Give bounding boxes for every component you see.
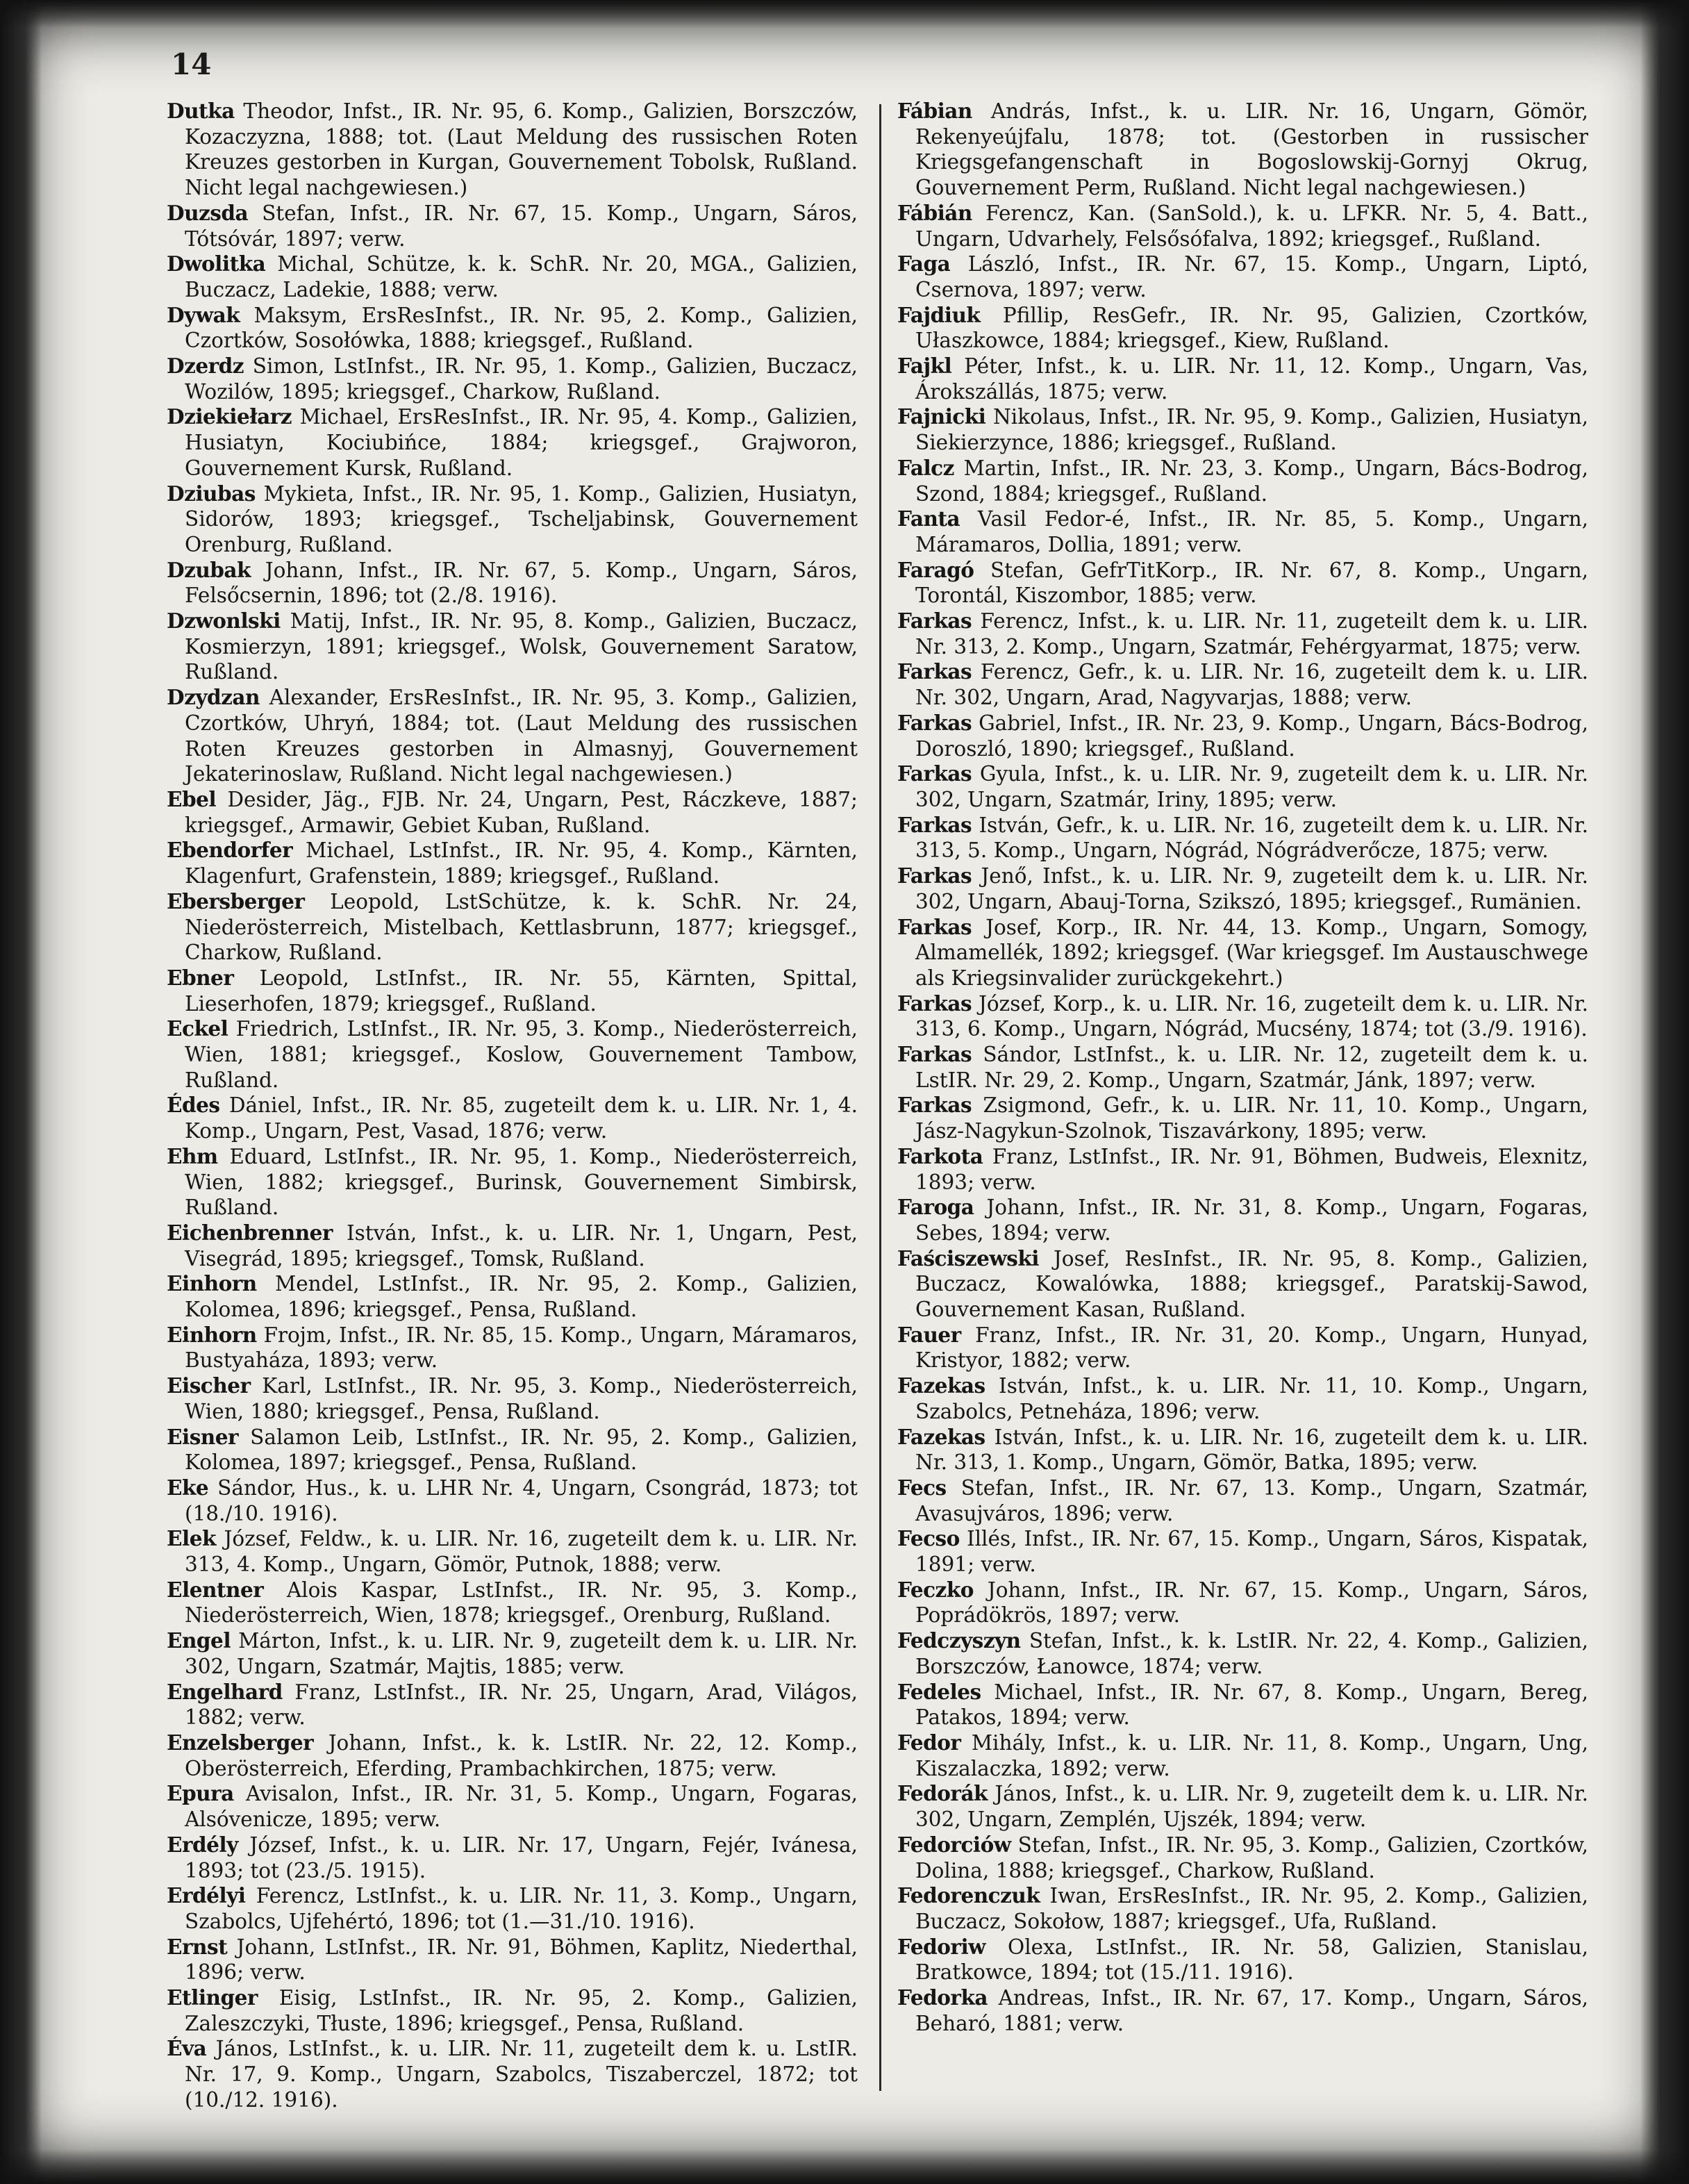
entry-surname: Fazekas [897,1424,985,1449]
entry-surname: Fedczyszyn [897,1628,1021,1653]
list-entry [167,1730,858,1781]
entry-surname: Dzydzan [167,685,260,710]
entry-details: Michael, LstInfst., IR. Nr. 95, 4. Komp., Kärnten, Klagenfurt, Grafenstein, 1889; kriegsgef., Rußland. [185,838,858,888]
entry-details: Zsigmond, Gefr., k. u. LIR. Nr. 11, 10. Komp., Ungarn, Jász-Nagykun-Szolnok, Tiszavárkony, 1895; verw. [915,1093,1588,1143]
entry-details: Leopold, LstSchütze, k. k. SchR. Nr. 24, Niederösterreich, Mistelbach, Kettlasbrunn, 1877; kriegsgef., Charkow, Rußland. [185,889,858,965]
list-entry [167,685,858,787]
list-entry [167,1425,858,1475]
entry-details: Ferencz, Gefr., k. u. LIR. Nr. 16, zugeteilt dem k. u. LIR. Nr. 302, Ungarn, Arad, Nagyvarjas, 1888; verw. [915,660,1588,710]
list-entry [167,1628,858,1679]
list-entry [897,1883,1588,1934]
entry-details: Michael, Infst., IR. Nr. 67, 8. Komp., Ungarn, Bereg, Patakos, 1894; verw. [915,1680,1588,1730]
list-entry [897,1680,1588,1730]
entry-surname: Fábian [897,99,972,123]
entry-details: Friedrich, LstInfst., IR. Nr. 95, 3. Komp., Niederösterreich, Wien, 1881; kriegsgef., Koslow, Gouvernement Tambow, Rußland. [185,1017,858,1092]
list-entry [167,1144,858,1221]
entry-details: Josef, Korp., IR. Nr. 44, 13. Komp., Ungarn, Somogy, Almamellék, 1892; kriegsgef. (War kriegsgef. Im Austauschwege als Kriegsinvalider zurückgekehrt.) [915,915,1588,990]
list-entry [167,1373,858,1424]
list-entry [897,558,1588,609]
entry-surname: Enzelsberger [167,1730,314,1755]
list-entry [897,99,1588,201]
list-entry [897,1373,1588,1424]
list-entry [897,813,1588,863]
entry-surname: Elentner [167,1577,264,1602]
list-entry [897,251,1588,302]
entry-surname: Dywak [167,302,240,327]
list-entry [897,1833,1588,1883]
entry-details: Sándor, Hus., k. u. LHR Nr. 4, Ungarn, Csongrád, 1873; tot (18./10. 1916). [185,1475,858,1525]
list-entry [167,404,858,481]
entry-surname: Ebendorfer [167,838,293,863]
entry-surname: Fedorka [897,1985,988,2010]
scan-edge-top [0,0,1689,28]
list-entry [167,1883,858,1934]
list-entry [897,1781,1588,1832]
entry-surname: Fajdiuk [897,302,981,327]
entry-details: Mykieta, Infst., IR. Nr. 95, 1. Komp., Galizien, Husiatyn, Sidorów, 1893; kriegsgef., Tscheljabinsk, Gouvernement Orenburg, Rußland. [185,481,858,556]
entry-surname: Erdélyi [167,1883,246,1908]
entry-details: Desider, Jäg., FJB. Nr. 24, Ungarn, Pest, Ráczkeve, 1887; kriegsgef., Armawir, Gebiet Kuban, Rußland. [185,787,858,837]
entry-surname: Farkas [897,761,972,786]
entry-details: Mendel, LstInfst., IR. Nr. 95, 2. Komp., Galizien, Kolomea, 1896; kriegsgef., Pensa, Rußland. [185,1272,858,1322]
entry-surname: Farkas [897,710,972,735]
entry-details: Gabriel, Infst., IR. Nr. 23, 9. Komp., Ungarn, Bács-Bodrog, Doroszló, 1890; kriegsgef., Rußland. [915,711,1588,761]
entry-surname: Ernst [167,1934,228,1959]
list-entry [167,1221,858,1271]
entry-details: János, Infst., k. u. LIR. Nr. 9, zugeteilt dem k. u. LIR. Nr. 302, Ungarn, Zemplén, Ujszék, 1894; verw. [915,1782,1588,1832]
entry-details: Márton, Infst., k. u. LIR. Nr. 9, zugeteilt dem k. u. LIR. Nr. 302, Ungarn, Szatmár, Majtis, 1885; verw. [185,1629,858,1678]
entry-surname: Einhorn [167,1322,257,1347]
list-entry [167,1781,858,1832]
list-entry [897,1935,1588,1985]
entry-details: Salamon Leib, LstInfst., IR. Nr. 95, 2. Komp., Galizien, Kolomea, 1897; kriegsgef., Pensa, Rußland. [185,1425,858,1475]
entry-details: Eduard, LstInfst., IR. Nr. 95, 1. Komp., Niederösterreich, Wien, 1882; kriegsgef., Burinsk, Gouvernement Simbirsk, Rußland. [185,1144,858,1220]
list-entry [897,761,1588,812]
entry-surname: Epura [167,1781,234,1806]
entry-details: Stefan, Infst., IR. Nr. 67, 13. Komp., Ungarn, Szatmár, Avasujváros, 1896; verw. [915,1475,1588,1525]
list-entry [897,991,1588,1042]
list-entry [897,711,1588,761]
entry-details: István, Infst., k. u. LIR. Nr. 16, zugeteilt dem k. u. LIR. Nr. 313, 1. Komp., Ungarn, Gömör, Batka, 1895; verw. [915,1425,1588,1475]
list-entry [897,456,1588,506]
list-entry [167,99,858,201]
list-entry [897,1578,1588,1628]
entry-details: Michael, ErsResInfst., IR. Nr. 95, 4. Komp., Galizien, Husiatyn, Kociubińce, 1884; kriegsgef., Grajworon, Gouvernement Kursk, Rußland. [185,405,858,480]
entry-details: Stefan, Infst., k. k. LstIR. Nr. 22, 4. Komp., Galizien, Borszczów, Łanowce, 1874; verw. [915,1629,1588,1678]
entry-details: József, Korp., k. u. LIR. Nr. 16, zugeteilt dem k. u. LIR. Nr. 313, 6. Komp., Ungarn, Nógrád, Mucsény, 1874; tot (3./9. 1916). [915,991,1588,1041]
entry-details: József, Feldw., k. u. LIR. Nr. 16, zugeteilt dem k. u. LIR. Nr. 313, 4. Komp., Ungarn, Gömör, Putnok, 1888; verw. [185,1527,858,1577]
list-entry [167,558,858,609]
entry-surname: Engel [167,1628,231,1653]
entry-surname: Farkas [897,1042,972,1067]
entry-details: Maksym, ErsResInfst., IR. Nr. 95, 2. Komp., Galizien, Czortków, Sosołówka, 1888; kriegsgef., Rußland. [185,303,858,353]
entry-surname: Fanta [897,506,960,531]
entry-details: Pfillip, ResGefr., IR. Nr. 95, Galizien, Czortków, Ułaszkowce, 1884; kriegsgef., Kiew, Rußland. [915,303,1588,353]
entry-details: Dániel, Infst., IR. Nr. 85, zugeteilt dem k. u. LIR. Nr. 1, 4. Komp., Ungarn, Pest, Vasad, 1876; verw. [185,1093,858,1143]
list-entry [897,1195,1588,1246]
list-entry [167,1093,858,1143]
entry-details: Vasil Fedor-é, Infst., IR. Nr. 85, 5. Komp., Ungarn, Máramaros, Dollia, 1891; verw. [915,507,1588,556]
entry-surname: Faragó [897,557,974,582]
list-entry [167,1935,858,1985]
list-entry [167,1475,858,1526]
entry-details: András, Infst., k. u. LIR. Nr. 16, Ungarn, Gömör, Rekenyeújfalu, 1878; tot. (Gestorben in russischer Kriegsgefangenschaft in Bogoslowskij-Gornyj Okrug, Gouvernement Perm, Rußland. Nicht legal nachgewiesen.) [915,99,1588,200]
entry-details: József, Infst., k. u. LIR. Nr. 17, Ungarn, Fejér, Ivánesa, 1893; tot (23./5. 1915). [185,1833,858,1883]
list-entry [167,251,858,302]
entry-surname: Fecs [897,1475,947,1500]
entry-surname: Falcz [897,455,954,480]
entry-details: Sándor, LstInfst., k. u. LIR. Nr. 12, zugeteilt dem k. u. LstIR. Nr. 29, 2. Komp., Ungarn, Szatmár, Jánk, 1897; verw. [915,1043,1588,1092]
entry-details: Simon, LstInfst., IR. Nr. 95, 1. Komp., Galizien, Buczacz, Wozilów, 1895; kriegsgef., Charkow, Rußland. [185,354,858,404]
entry-surname: Dzerdz [167,354,244,379]
entry-surname: Ehm [167,1143,218,1168]
list-entry [167,201,858,251]
entry-details: Stefan, Infst., IR. Nr. 95, 3. Komp., Galizien, Czortków, Dolina, 1888; kriegsgef., Charkow, Rußland. [915,1833,1588,1883]
left-column [167,99,858,2113]
entry-details: László, Infst., IR. Nr. 67, 15. Komp., Ungarn, Liptó, Csernova, 1897; verw. [915,252,1588,301]
page-number: 14 [171,47,212,81]
entry-surname: Feczko [897,1577,974,1602]
list-entry [897,1144,1588,1195]
list-entry [897,354,1588,404]
entry-details: Gyula, Infst., k. u. LIR. Nr. 9, zugeteilt dem k. u. LIR. Nr. 302, Ungarn, Szatmár, Iriny, 1895; verw. [915,762,1588,811]
entry-surname: Etlinger [167,1985,258,2010]
entry-details: Ferencz, LstInfst., k. u. LIR. Nr. 11, 3. Komp., Ungarn, Szabolcs, Ujfehértó, 1896; tot (1.—31./10. 1916). [185,1884,858,1933]
list-entry [167,303,858,354]
entry-surname: Dzubak [167,557,251,582]
entry-details: Eisig, LstInfst., IR. Nr. 95, 2. Komp., Galizien, Zaleszczyki, Tłuste, 1896; kriegsgef., Pensa, Rußland. [185,1986,858,2035]
entry-surname: Farkas [897,609,972,634]
list-entry [897,1475,1588,1526]
entry-surname: Dziekiełarz [167,404,292,429]
entry-details: Matij, Infst., IR. Nr. 95, 8. Komp., Galizien, Buczacz, Kosmierzyn, 1891; kriegsgef., Wolsk, Gouvernement Saratow, Rußland. [185,609,858,684]
entry-surname: Fauer [897,1322,961,1347]
entry-details: István, Infst., k. u. LIR. Nr. 11, 10. Komp., Ungarn, Szabolcs, Petneháza, 1896; verw. [915,1374,1588,1423]
entry-details: Illés, Infst., IR. Nr. 67, 15. Komp., Ungarn, Sáros, Kispatak, 1891; verw. [915,1527,1588,1577]
list-entry [167,1016,858,1093]
entry-surname: Engelhard [167,1679,283,1704]
list-entry [167,1833,858,1883]
entry-surname: Erdély [167,1832,238,1857]
entry-details: Stefan, GefrTitKorp., IR. Nr. 67, 8. Komp., Ungarn, Torontál, Kiszombor, 1885; verw. [915,558,1588,608]
entry-details: Ferencz, Infst., k. u. LIR. Nr. 11, zugeteilt dem k. u. LIR. Nr. 313, 2. Komp., Ungarn, Szatmár, Fehérgyarmat, 1875; verw. [915,609,1588,659]
list-entry [167,1985,858,2036]
entry-details: Andreas, Infst., IR. Nr. 67, 17. Komp., Ungarn, Sáros, Beharó, 1881; verw. [915,1986,1588,2035]
entry-surname: Dziubas [167,481,256,506]
entry-surname: Farkas [897,659,972,684]
entry-details: Leopold, LstInfst., IR. Nr. 55, Kärnten, Spittal, Lieserhofen, 1879; kriegsgef., Rußland. [185,966,858,1016]
entry-surname: Fedoriw [897,1934,986,1959]
entry-surname: Ebner [167,965,234,990]
entry-details: Franz, LstInfst., IR. Nr. 91, Böhmen, Budweis, Elexnitz, 1893; verw. [915,1144,1588,1194]
list-entry [167,787,858,838]
entry-details: Josef, ResInfst., IR. Nr. 95, 8. Komp., Galizien, Buczacz, Kowalówka, 1888; kriegsgef., Paratskij-Sawod, Gouvernement Kasan, Rußland. [915,1246,1588,1322]
list-entry [897,1093,1588,1143]
list-entry [167,889,858,966]
entry-details: Johann, Infst., IR. Nr. 31, 8. Komp., Ungarn, Fogaras, Sebes, 1894; verw. [915,1196,1588,1245]
entry-details: Jenő, Infst., k. u. LIR. Nr. 9, zugeteilt dem k. u. LIR. Nr. 302, Ungarn, Abauj-Torna, Szikszó, 1895; kriegsgef., Rumänien. [915,864,1588,913]
list-entry [897,1985,1588,2036]
scan-edge-bottom [0,2149,1689,2184]
list-entry [897,303,1588,354]
entry-details: Stefan, Infst., IR. Nr. 67, 15. Komp., Ungarn, Sáros, Tótsóvár, 1897; verw. [185,201,858,251]
entry-surname: Farkas [897,914,972,939]
list-entry [897,1730,1588,1781]
list-entry [897,1246,1588,1323]
entry-surname: Fedeles [897,1679,981,1704]
list-entry [167,1526,858,1577]
list-entry [897,1042,1588,1093]
entry-surname: Fedorciów [897,1832,1011,1857]
entry-details: Franz, Infst., IR. Nr. 31, 20. Komp., Ungarn, Hunyad, Kristyor, 1882; verw. [915,1323,1588,1373]
entry-details: István, Gefr., k. u. LIR. Nr. 16, zugeteilt dem k. u. LIR. Nr. 313, 5. Komp., Ungarn, Nógrád, Nógrádverőcze, 1875; verw. [915,813,1588,863]
list-entry [897,659,1588,710]
entry-surname: Farkas [897,863,972,888]
list-entry [167,354,858,404]
entry-surname: Eke [167,1475,209,1500]
entry-surname: Dwolitka [167,251,266,276]
entry-surname: Édes [167,1093,220,1118]
entry-details: István, Infst., k. u. LIR. Nr. 1, Ungarn, Pest, Visegrád, 1895; kriegsgef., Tomsk, Rußland. [185,1221,858,1271]
entry-surname: Einhorn [167,1271,257,1296]
entry-details: Martin, Infst., IR. Nr. 23, 3. Komp., Ungarn, Bács-Bodrog, Szond, 1884; kriegsgef., Rußland. [915,456,1588,506]
entry-details: Iwan, ErsResInfst., IR. Nr. 95, 2. Komp., Galizien, Buczacz, Sokołow, 1887; kriegsgef., Ufa, Rußland. [915,1884,1588,1933]
entry-details: Mihály, Infst., k. u. LIR. Nr. 11, 8. Komp., Ungarn, Ung, Kiszalaczka, 1892; verw. [915,1731,1588,1780]
entry-details: Ferencz, Kan. (SanSold.), k. u. LFKR. Nr. 5, 4. Batt., Ungarn, Udvarhely, Felsősófalva, 1892; kriegsgef., Rußland. [915,201,1588,251]
list-entry [897,404,1588,455]
list-entry [167,1323,858,1373]
list-entry [897,506,1588,557]
entry-details: Johann, Infst., IR. Nr. 67, 15. Komp., Ungarn, Sáros, Poprádökrös, 1897; verw. [915,1578,1588,1628]
entry-surname: Ebersberger [167,888,305,913]
entry-surname: Fecso [897,1526,960,1551]
entry-surname: Elek [167,1526,216,1551]
entry-details: Alexander, ErsResInfst., IR. Nr. 95, 3. Komp., Galizien, Czortków, Uhryń, 1884; tot. (Laut Meldung des russischen Roten Kreuzes gestorben in Almasnyj, Gouvernement Jekaterinoslaw, Rußland. Nicht legal nachgewiesen.) [185,686,858,786]
entry-details: Alois Kaspar, LstInfst., IR. Nr. 95, 3. Komp., Niederösterreich, Wien, 1878; kriegsgef., Orenburg, Rußland. [185,1578,858,1628]
entry-details: Avisalon, Infst., IR. Nr. 31, 5. Komp., Ungarn, Fogaras, Alsóvenicze, 1895; verw. [185,1782,858,1832]
entry-surname: Eichenbrenner [167,1220,333,1245]
right-column [897,99,1588,2036]
list-entry [167,481,858,558]
entry-details: Frojm, Infst., IR. Nr. 85, 15. Komp., Ungarn, Máramaros, Bustyaháza, 1893; verw. [185,1323,858,1373]
list-entry [167,1271,858,1322]
list-entry [897,1425,1588,1475]
entry-details: Franz, LstInfst., IR. Nr. 25, Ungarn, Arad, Világos, 1882; verw. [185,1680,858,1730]
list-entry [897,1526,1588,1577]
list-entry [167,838,858,888]
entry-details: Olexa, LstInfst., IR. Nr. 58, Galizien, Stanislau, Bratkowce, 1894; tot (15./11. 1916). [915,1935,1588,1985]
entry-details: Nikolaus, Infst., IR. Nr. 95, 9. Komp., Galizien, Husiatyn, Siekierzynce, 1886; kriegsgef., Rußland. [915,405,1588,455]
entry-surname: Eckel [167,1016,228,1041]
entry-surname: Éva [167,2036,207,2061]
entry-surname: Farkas [897,1093,972,1118]
list-entry [897,609,1588,659]
entry-surname: Fazekas [897,1373,985,1398]
entry-surname: Farkas [897,812,972,837]
entry-surname: Faga [897,251,951,276]
entry-surname: Fedor [897,1730,961,1755]
entry-surname: Farkas [897,991,972,1016]
column-divider [879,104,881,2091]
list-entry [167,2036,858,2112]
list-entry [167,1578,858,1628]
entry-details: Karl, LstInfst., IR. Nr. 95, 3. Komp., Niederösterreich, Wien, 1880; kriegsgef., Pensa, Rußland. [185,1374,858,1423]
entry-details: János, LstInfst., k. u. LIR. Nr. 11, zugeteilt dem k. u. LstIR. Nr. 17, 9. Komp., Ungarn, Szabolcs, Tiszaberczel, 1872; tot (10./12. 1916). [185,2037,858,2112]
entry-surname: Fábián [897,200,972,225]
list-entry [167,609,858,685]
list-entry [167,1680,858,1730]
entry-surname: Farkota [897,1143,983,1168]
list-entry [897,1628,1588,1679]
entry-surname: Dutka [167,99,235,123]
entry-surname: Eischer [167,1373,251,1398]
scan-edge-right [1640,0,1689,2184]
entry-surname: Faroga [897,1195,974,1220]
entry-details: Péter, Infst., k. u. LIR. Nr. 11, 12. Komp., Ungarn, Vas, Árokszállás, 1875; verw. [915,354,1588,404]
entry-surname: Dzwonlski [167,609,281,634]
entry-details: Michal, Schütze, k. k. SchR. Nr. 20, MGA., Galizien, Buczacz, Ladekie, 1888; verw. [185,252,858,301]
entry-surname: Fedorenczuk [897,1883,1040,1908]
list-entry [897,1323,1588,1373]
list-entry [897,201,1588,251]
entry-surname: Duzsda [167,200,249,225]
entry-surname: Eisner [167,1424,239,1449]
list-entry [897,863,1588,914]
entry-surname: Ebel [167,786,217,811]
entry-surname: Fedorák [897,1781,988,1806]
entry-details: Johann, Infst., IR. Nr. 67, 5. Komp., Ungarn, Sáros, Felsőcsernin, 1896; tot (2./8. 1916). [185,558,858,608]
entry-details: Theodor, Infst., IR. Nr. 95, 6. Komp., Galizien, Borszczów, Kozaczyzna, 1888; tot. (Laut Meldung des russischen Roten Kreuzes gestorben in Kurgan, Gouvernement Tobolsk, Rußland. Nicht legal nachgewiesen.) [185,99,858,200]
entry-details: Johann, Infst., k. k. LstIR. Nr. 22, 12. Komp., Oberösterreich, Eferding, Prambachkirchen, 1875; verw. [185,1731,858,1780]
entry-surname: Faściszewski [897,1246,1040,1271]
entry-surname: Fajkl [897,354,952,379]
list-entry [897,915,1588,991]
entry-details: Johann, LstInfst., IR. Nr. 91, Böhmen, Kaplitz, Niederthal, 1896; verw. [185,1935,858,1985]
entry-surname: Fajnicki [897,404,986,429]
list-entry [167,966,858,1016]
scan-edge-left [0,0,42,2184]
